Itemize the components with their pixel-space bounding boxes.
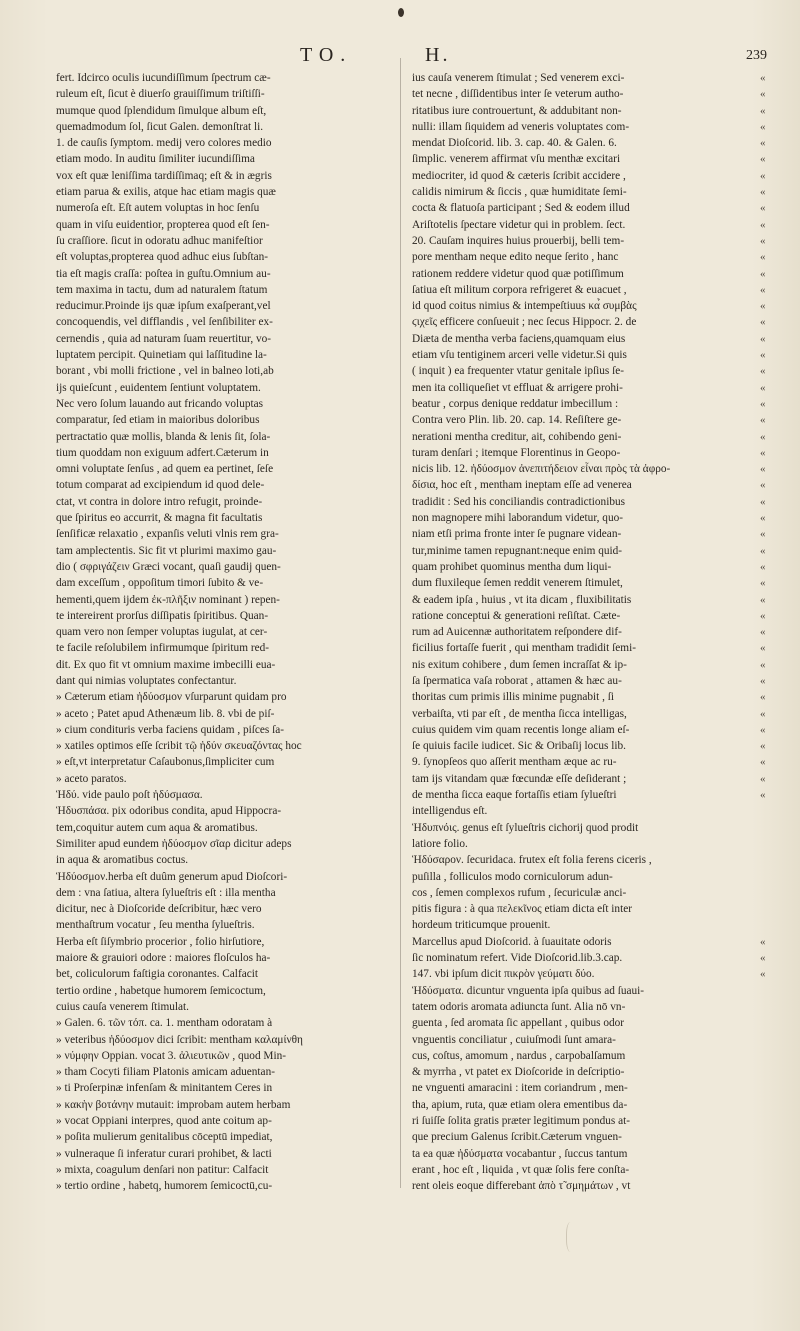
text-line: dant qui nimias voluptates confectantur.: [56, 674, 237, 687]
margin-mark: «: [760, 169, 766, 182]
text-line: dicitur, nec à Dioſcoride deſcribitur, hæc vero: [56, 903, 262, 916]
text-line: ſimplic. venerem affirmat vſu menthæ excitari: [412, 153, 621, 166]
margin-mark: «: [760, 772, 766, 785]
text-line: ſenſificæ relaxatio , expanſis veluti vlnis rem gra-: [56, 528, 279, 541]
text-line: pertractatio quæ mollis, blanda & lenis ſit, ſola-: [56, 430, 271, 443]
margin-mark: «: [760, 332, 766, 345]
text-line: men ita colliqueſiet vt effluat & arrigere prohi-: [412, 381, 623, 394]
column-divider: [400, 58, 401, 1188]
margin-mark: «: [760, 283, 766, 296]
text-line: rent oleis eoque differebant ἀπὸ τ̃ σμημάτων , vt: [412, 1180, 631, 1193]
margin-mark: [760, 885, 780, 901]
margin-mark: «: [760, 723, 766, 736]
text-line: de mentha ſicca eaque fortaſſis etiam ſylueſtri: [412, 789, 617, 802]
text-line: ta ea quæ ἡδύσματα vocabantur , ſuccus tantum: [412, 1147, 628, 1160]
text-line: que ſpiritus eo accurrit, & magna fit facultatis: [56, 512, 263, 525]
text-line: reducimur.Proinde ijs quæ ipſum exaſperant,vel: [56, 300, 271, 313]
margin-mark: «: [760, 251, 766, 264]
text-line: » νύμφην Oppian. vocat 3. ἀλιευτικῶν , quod Min-: [56, 1049, 287, 1062]
text-line: te facile reſolubilem infirmumque ſpiritum red-: [56, 642, 270, 655]
margin-mark: «: [760, 577, 766, 590]
margin-mark: [760, 803, 780, 819]
text-line: tium quoddam non exiguum adfert.Cæterum in: [56, 446, 269, 459]
margin-mark: «: [760, 968, 766, 981]
margin-mark: «: [760, 430, 766, 443]
text-line: » xatiles optimos eſſe ſcribit τῷ ἡδύν σκευαζόντας hoc: [56, 740, 302, 753]
margin-mark: «: [760, 560, 766, 573]
margin-mark: «: [760, 267, 766, 280]
text-line: ſu craſſiore. ſicut in odoratu adhuc manifeſtior: [56, 234, 263, 247]
text-line: luptatem percipit. Quinetiam qui laſſitudine la-: [56, 349, 267, 362]
margin-mark: «: [760, 544, 766, 557]
text-line: maiore & grauiori odore : maiores floſculos ha-: [56, 952, 271, 965]
margin-mark: «: [760, 153, 766, 166]
text-line: ijs quieſcunt , euidentem ſentiunt voluptatem.: [56, 381, 261, 394]
text-line: ſe quiuis facile iudicet. Sic & Oribaſij locus lib.: [412, 740, 626, 753]
margin-mark: [760, 852, 780, 868]
text-line: ius cauſa venerem ſtimulat ; Sed venerem exci-: [412, 72, 625, 84]
text-line: dit. Ex quo fit vt omnium maxime imbecilli eua-: [56, 658, 276, 671]
margin-mark: [760, 836, 780, 852]
left-column: [56, 70, 390, 1194]
margin-mark: [760, 917, 780, 933]
text-line: 20. Cauſam inquires huius prouerbij, belli tem-: [412, 234, 625, 247]
margin-mark: «: [760, 593, 766, 606]
margin-mark: [760, 869, 780, 885]
text-line: id quod coitus nimius & intempeſtiuus κα̉ συμβὰς: [412, 300, 637, 313]
text-line: nis exitum cohibere , dum ſemen incraſſat & ip-: [412, 658, 627, 671]
margin-mark: «: [760, 691, 766, 704]
text-line: 147. vbi ipſum dicit πικρὸν γεύματι δύο.: [412, 968, 595, 981]
text-line: & myrrha , vt patet ex Dioſcoride in deſcriptio-: [412, 1066, 625, 1079]
margin-mark: «: [760, 512, 766, 525]
margin-mark: «: [760, 707, 766, 720]
text-line: » Cæterum etiam ἡδύοσμον vſurparunt quidam pro: [56, 691, 287, 704]
text-line: » poſita mulierum genitalibus cōceptū impediat,: [56, 1131, 273, 1144]
text-line: ſatiua eſt militum corpora refrigeret & euacuet ,: [412, 283, 627, 296]
text-line: δίσια, hoc eſt , mentham ineptam eſſe ad venerea: [412, 479, 632, 492]
margin-mark: «: [760, 479, 766, 492]
text-line: quam vero non ſemper voluptas iugulat, at cer-: [56, 626, 268, 639]
text-line: eſt voluptas,propterea quod adhuc eius ſubſtan-: [56, 251, 269, 264]
text-line: tur,minime tamen repugnant:neque enim quid-: [412, 544, 623, 557]
margin-mark: «: [760, 789, 766, 802]
margin-mark: «: [760, 756, 766, 769]
text-line: dio ( σφριγάζειν Græci vocant, quaſi gaudij quen-: [56, 560, 281, 573]
text-line: mendat Dioſcorid. lib. 3. cap. 40. & Galen. 6.: [412, 137, 617, 150]
text-line: Ἡδυσπάσα. pix odoribus condita, apud Hippocra-: [56, 805, 282, 818]
margin-mark: «: [760, 528, 766, 541]
text-line: » ti Proſerpinæ infenſam & minitantem Ceres in: [56, 1082, 273, 1095]
text-line: intelligendus eſt.: [412, 805, 488, 818]
text-line: puſilla , folliculos modo corniculorum adun-: [412, 870, 613, 883]
text-line: tam amplectentis. Sic fit vt plurimi maximo gau-: [56, 544, 277, 557]
text-line: » κακὴν βοτάνην mutauit: improbam autem herbam: [56, 1098, 291, 1111]
text-line: mumque quod ſplendidum ſimulque album eſt,: [56, 104, 267, 117]
text-line: vnguentis conciliatur , cuiuſmodi ſunt amara-: [412, 1033, 616, 1046]
text-line: etiam modo. In auditu ſimiliter iucundiſſima: [56, 153, 255, 166]
text-line: quemadmodum ſol, ſicut Galen. demonſtrat li.: [56, 120, 264, 133]
text-line: in aqua & aromatibus coctus.: [56, 854, 189, 867]
margin-mark: «: [760, 120, 766, 133]
text-line: ϛιχεῖς efficere conſueuit ; nec ſecus Hippocr. 2. de: [412, 316, 637, 329]
margin-mark: «: [760, 72, 766, 84]
text-line: etiam vſu tentiginem arceri velle videtur.Si quis: [412, 349, 627, 362]
text-line: pore mentham neque edito neque ſerito , hanc: [412, 251, 619, 264]
margin-mark: «: [760, 952, 766, 965]
text-line: 1. de cauſis ſymptom. medij vero colores medio: [56, 137, 272, 150]
margin-mark: «: [760, 104, 766, 117]
margin-mark: «: [760, 414, 766, 427]
text-line: Similiter apud eundem ἡδύοσμον σῖαρ dicitur adeps: [56, 837, 292, 850]
margin-mark: [760, 820, 780, 836]
text-line: tam ijs vitandam quæ fœcundæ eſſe deſiderant ;: [412, 772, 627, 785]
text-line: tradidit : Sed his conciliandis contradictionibus: [412, 495, 626, 508]
text-line: dem : vna ſatiua, altera ſylueſtris eſt : illa mentha: [56, 886, 276, 899]
margin-mark: «: [760, 463, 766, 476]
text-line: Contra vero Plin. lib. 20. cap. 14. Reſiſtere ge-: [412, 414, 622, 427]
text-line: tet necne , diſſidentibus inter ſe veterum autho-: [412, 88, 624, 101]
text-line: rationem reddere videtur quod quæ potiſſimum: [412, 267, 624, 280]
text-line: cos , ſemen complexos rufum , ſecuriculæ anci-: [412, 886, 627, 899]
text-line: latiore folio.: [412, 837, 468, 850]
right-column: [412, 70, 748, 1194]
text-line: non magnopere mihi laborandum videtur, quo-: [412, 512, 624, 525]
text-line: » vocat Oppiani interpres, quod ante coitum ap-: [56, 1115, 272, 1127]
text-line: Ἡδύσματα. dicuntur vnguenta ipſa quibus ad ſuaui-: [412, 984, 645, 997]
text-line: erant , hoc eſt , liquida , vt quæ ſolis fere conſta-: [412, 1163, 630, 1176]
text-line: » tham Cocyti filiam Platonis amicam aduentan-: [56, 1066, 275, 1079]
margin-mark: «: [760, 674, 766, 687]
text-line: calidis nimirum & ſiccis , quæ humiditate ſemi-: [412, 186, 627, 199]
text-line: tia eſt magis craſſa: poſtea in guſtu.Omnium au-: [56, 267, 271, 280]
text-line: dum fluxileque ſemen reddit venerem ſtimulet,: [412, 577, 623, 590]
text-line: nicis lib. 12. ἡδύοσμον ἀνεπιτήδειον εἶναι πρὸς τὰ ἀφρο-: [412, 463, 671, 476]
ink-speck: [398, 8, 404, 17]
margin-mark: «: [760, 642, 766, 655]
text-line: ne vnguenti amaracini : item coriandrum , men-: [412, 1082, 628, 1095]
text-line: tem,coquitur autem cum aqua & aromatibus.: [56, 821, 258, 834]
text-line: tatem odoris aromata adiuncta ſunt. Alia nō vn-: [412, 1000, 626, 1013]
margin-mark: «: [760, 202, 766, 215]
text-line: » vulneraque ſi inferatur curari prohibet, & lacti: [56, 1147, 272, 1160]
margin-mark: «: [760, 658, 766, 671]
text-line: & eadem ipſa , huius , vt ita dicam , fluxibilitatis: [412, 593, 632, 606]
text-line: totum comparat ad excipiendum id quod dele-: [56, 479, 265, 492]
text-line: 9. ſynopſeos quo aſſerit mentham æque ac ru-: [412, 756, 617, 769]
text-line: » Galen. 6. τῶν τόπ. ca. 1. mentham odoratam à: [56, 1017, 273, 1030]
text-line: Ariſtotelis ſpectare videtur qui in problem. ſect.: [412, 218, 626, 231]
margin-mark: «: [760, 88, 766, 101]
running-head-right: H.: [425, 44, 451, 66]
margin-mark: «: [760, 349, 766, 362]
text-line: » veteribus ἡδύοσμον dici ſcribit: mentham καλαμίνθη: [56, 1033, 303, 1046]
text-line: etiam parua & exilis, atque hac etiam magis quæ: [56, 186, 276, 199]
margin-mark: «: [760, 381, 766, 394]
text-line: vox eſt quæ leniſſima tardiſſimaq; eſt & in ægris: [56, 169, 272, 182]
text-line: Ἡδύσαρον. ſecuridaca. frutex eſt folia ferens ciceris ,: [412, 854, 652, 867]
margin-mark: «: [760, 137, 766, 150]
text-line: » cium condituris verba faciens quidam , piſces ſa-: [56, 723, 285, 736]
text-line: guenta , ſed aromata ſic appellant , quibus odor: [412, 1017, 625, 1030]
text-line: dam exceſſum , oppoſitum timori ſubito & ve-: [56, 577, 264, 590]
text-line: turam denſari ; itemque Florentinus in Geopo-: [412, 446, 621, 459]
text-line: hordeum triticumque prouenit.: [412, 919, 551, 932]
margin-mark: «: [760, 218, 766, 231]
margin-mark: «: [760, 186, 766, 199]
margin-mark: «: [760, 740, 766, 753]
margin-mark: [760, 901, 780, 917]
text-line: cuius quidem vim quam recentis longe aliam eſ-: [412, 723, 630, 736]
text-line: ficilius fortaſſe fuerit , qui mentham tradidit ſemi-: [412, 642, 636, 655]
text-line: Ἡδύοσμον.herba eſt duûm generum apud Dioſcori-: [56, 870, 288, 883]
text-line: ratione conceptui & generationi reſiſtat. Cæte-: [412, 609, 621, 622]
margin-mark: «: [760, 446, 766, 459]
margin-mark: «: [760, 609, 766, 622]
margin-mark: «: [760, 935, 766, 948]
text-line: nulli: illam ſiquidem ad veneris voluptates com-: [412, 120, 630, 133]
text-line: quam prohibet quominus mentha dum liqui-: [412, 560, 612, 573]
text-line: » mixta, coagulum denſari non patitur: Calfacit: [56, 1163, 269, 1176]
text-line: te intereirent prorſus diſſipatis ſpiritibus. Quan-: [56, 609, 269, 622]
margin-quote-marks: [760, 70, 780, 983]
margin-mark: «: [760, 234, 766, 247]
text-line: nerationi mentha creditur, ait, cohibendo geni-: [412, 430, 622, 443]
text-line: concoquendis, vel difflandis , vel ſenſibiliter ex-: [56, 316, 273, 329]
paper-fold-mark: [566, 1222, 577, 1252]
text-line: cocta & flatuoſa participant ; Sed & eodem illud: [412, 202, 630, 215]
margin-mark: «: [760, 365, 766, 378]
text-line: comparatur, ſed etiam in maioribus doloribus: [56, 414, 260, 427]
text-line: cuius cauſa venerem ſtimulat.: [56, 1000, 190, 1013]
text-line: tha, apium, ruta, quæ etiam olera ementibus da-: [412, 1098, 628, 1111]
text-line: tem maxima in tactu, dum ad naturalem ſtatum: [56, 283, 268, 296]
margin-mark: «: [760, 626, 766, 639]
text-line: » aceto ; Patet apud Athenæum lib. 8. vbi de piſ-: [56, 707, 275, 720]
text-line: hementi,quem ijdem ἐκ-πλῆξιν nominant ) repen-: [56, 593, 280, 606]
margin-mark: «: [760, 316, 766, 329]
margin-mark: «: [760, 397, 766, 410]
text-line: » eſt,vt interpretatur Caſaubonus,ſimpliciter cum: [56, 756, 275, 769]
text-line: quam in viſu euidentior, propterea quod eſt ſen-: [56, 218, 270, 231]
text-line: ritatibus iure controuertunt, & addubitant non-: [412, 104, 622, 117]
text-line: ctat, vt contra in dolore intro refugit, proinde-: [56, 495, 263, 508]
text-line: tertio ordine , habetque humorem ſemicoctum,: [56, 984, 266, 997]
text-line: niam etſi prima fronte inter ſe pugnare videan-: [412, 528, 622, 541]
text-line: bet, coliculorum faſtigia coronantes. Calfacit: [56, 968, 259, 981]
text-line: borant , vbi molli frictione , vel in balneo loti,ab: [56, 365, 274, 378]
text-line: ſa ſpermatica vaſa roborat , attamen & hæc au-: [412, 674, 622, 687]
text-line: cernendis , quia ad naturam ſuam reuertitur, vo-: [56, 332, 272, 345]
text-line: que precium Galenus ſcribit.Cæterum vnguen-: [412, 1131, 622, 1144]
text-line: thoritas cum primis illis minime pugnabit , ſi: [412, 691, 615, 704]
text-line: numeroſa eſt. Eſt autem voluptas in hoc ſenſu: [56, 202, 260, 215]
running-head-left: TO.: [300, 44, 353, 66]
text-line: omni voluptate ſenſus , ad quem ea pertinet, ſeſe: [56, 463, 274, 476]
text-line: ruleum eſt, ſicut è diuerſo grauiſſimum triſtiſſi-: [56, 88, 265, 101]
text-line: ri ſuiſſe ſolita gratis præter legitimum pondus at-: [412, 1115, 631, 1127]
text-line: menthaſtrum vocatur , ſeu mentha ſylueſtris.: [56, 919, 255, 932]
margin-mark: «: [760, 495, 766, 508]
text-line: Nec vero ſolum lauando aut fricando voluptas: [56, 397, 264, 410]
text-line: ſic nominatum refert. Vide Dioſcorid.lib.3.cap.: [412, 952, 623, 965]
text-line: fert. Idcirco oculis iucundiſſimum ſpectrum cæ-: [56, 72, 271, 84]
text-line: pitis figura : à qua πελεκῖνος etiam dicta eſt inter: [412, 903, 632, 916]
text-line: ( inquit ) ea frequenter vtatur genitale ipſius ſe-: [412, 365, 625, 378]
text-line: Diæta de mentha verba faciens,quamquam eius: [412, 332, 626, 345]
text-line: Marcellus apud Dioſcorid. à ſuauitate odoris: [412, 935, 612, 948]
text-line: Ἡδυπνόις. genus eſt ſylueſtris cichorij quod prodit: [412, 821, 639, 834]
text-line: verbaiſta, vti par eſt , de mentha ſicca intelligas,: [412, 707, 627, 720]
text-line: Herba eſt ſiſymbrio procerior , folio hirſutiore,: [56, 935, 265, 948]
text-line: » aceto paratos.: [56, 772, 127, 785]
text-line: » tertio ordine , habetq, humorem ſemicoctū,cu-: [56, 1180, 273, 1193]
text-line: Ἡδύ. vide paulo poſt ἡδύσμασα.: [56, 789, 203, 802]
margin-mark: «: [760, 300, 766, 313]
page-number: 239: [746, 48, 767, 63]
text-line: beatur , corpus denique reddatur imbecillum :: [412, 397, 619, 410]
text-line: mediocriter, id quod & cæteris ſcribit accidere ,: [412, 169, 626, 182]
text-line: rum ad Auicennæ authoritatem reſpondere dif-: [412, 626, 622, 639]
text-line: cus, coſtus, amomum , nardus , carpobalſamum: [412, 1049, 626, 1062]
